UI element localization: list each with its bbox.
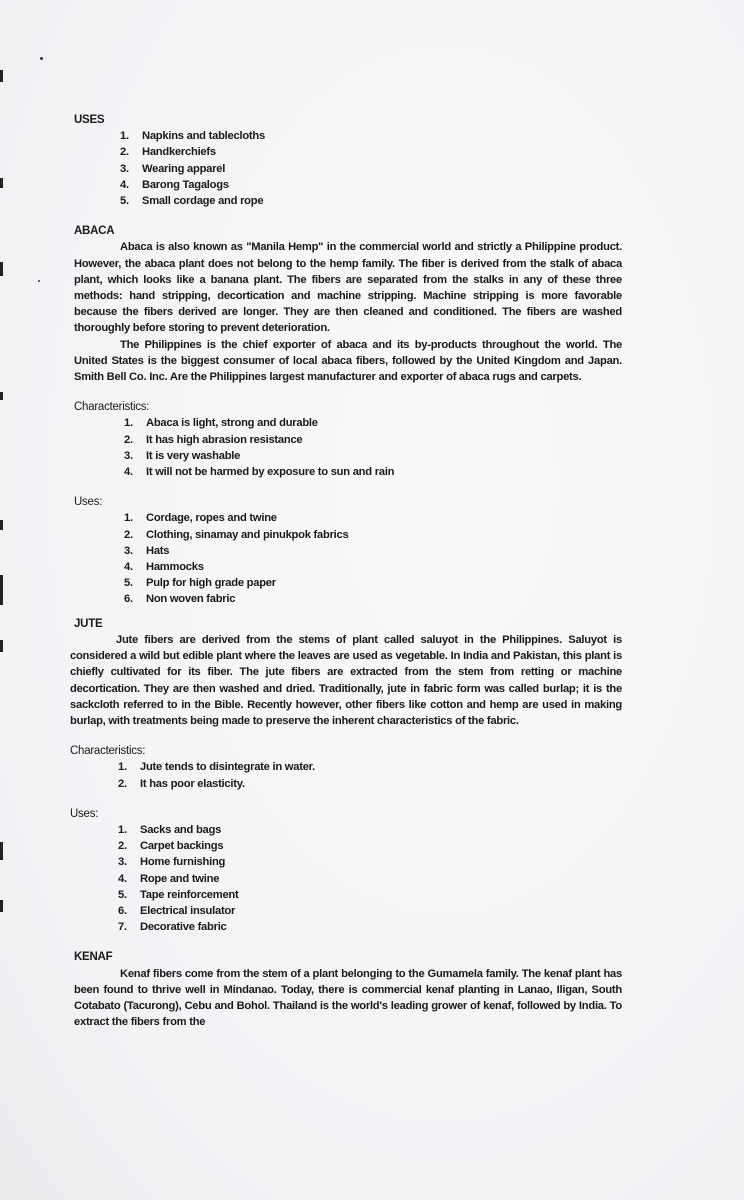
document-body: [70, 112, 622, 1030]
list-item: 2. Handkerchiefs: [120, 146, 216, 159]
kenaf-heading: KENAF: [74, 951, 113, 964]
scan-edge-mark: [0, 640, 3, 652]
list-item: 1. Sacks and bags: [118, 823, 222, 836]
scan-edge-mark: [0, 520, 3, 530]
list-item: 5. Tape reinforcement: [118, 888, 239, 901]
scan-edge-mark: [0, 842, 3, 860]
abaca-characteristics-list: [124, 415, 622, 480]
scan-speck: [38, 280, 40, 282]
list-item: 6. Electrical insulator: [118, 904, 236, 917]
list-item: 4. Barong Tagalogs: [120, 178, 229, 191]
abaca-uses-label: Uses:: [74, 496, 103, 509]
uses-heading: USES: [74, 114, 105, 126]
list-item: 1. Napkins and tablecloths: [120, 130, 265, 143]
list-item: 6. Non woven fabric: [124, 593, 236, 606]
list-item: 2. It has high abrasion resistance: [124, 433, 303, 446]
list-item: 4. Hammocks: [124, 561, 204, 574]
abaca-paragraph-1: Abaca is also known as "Manila Hemp" in the commercial world and strictly a Philippine product. However, the abaca plant does not belong to the hemp family. The fiber is derived from the stalk of abaca plant, which looks like a banana plant. The fibers are separated from the stalks in any of these three methods: hand stripping, decortication and machine stripping. Machine stripping is more favorable because the fibers derived are longer. They are then cleaned and conditioned. The fibers are washed thoroughly before storing to prevent deterioration.: [74, 241, 622, 335]
scan-edge-mark: [0, 575, 3, 605]
uses-list: [120, 128, 622, 209]
list-item: 2. It has poor elasticity.: [118, 777, 245, 790]
jute-paragraph-1: Jute fibers are derived from the stems of plant called saluyot in the Philippines. Saluyot is considered a wild but edible plant where the leaves are used as vegetable. In India and Pakistan, this plant is chiefly cultivated for its fiber. The jute fibers are extracted from the stem from retting or machine decortication. They are then washed and dried. Traditionally, jute in fabric form was called burlap; it is the sackcloth referred to in the Bible. Recently however, other fibers like cotton and hemp are used in making burlap, with treatments being made to preserve the inherent characteristics of the fabric.: [70, 633, 622, 727]
jute-uses-list: [118, 822, 622, 935]
jute-uses-label: Uses:: [70, 807, 99, 820]
jute-heading: JUTE: [74, 617, 103, 630]
scan-edge-mark: [0, 178, 3, 188]
list-item: 4. It will not be harmed by exposure to sun and rain: [124, 466, 395, 479]
list-item: 2. Carpet backings: [118, 840, 224, 853]
jute-characteristics-list: [118, 759, 622, 791]
abaca-heading: ABACA: [74, 225, 115, 238]
scan-edge-mark: [0, 70, 3, 82]
list-item: 1. Jute tends to disintegrate in water.: [118, 761, 316, 774]
list-item: 3. Home furnishing: [118, 856, 226, 869]
list-item: 1. Abaca is light, strong and durable: [124, 417, 318, 430]
list-item: 3. It is very washable: [124, 449, 241, 462]
scan-speck: [40, 57, 43, 60]
scan-edge-mark: [0, 392, 3, 400]
list-item: 4. Rope and twine: [118, 872, 220, 885]
abaca-uses-list: [124, 510, 622, 607]
abaca-characteristics-label: Characteristics:: [74, 401, 150, 414]
list-item: 2. Clothing, sinamay and pinukpok fabrics: [124, 528, 349, 541]
list-item: 5. Pulp for high grade paper: [124, 577, 276, 590]
list-item: 5. Small cordage and rope: [120, 195, 264, 208]
scan-edge-mark: [0, 900, 3, 912]
abaca-paragraph-2: The Philippines is the chief exporter of abaca and its by-products throughout the world. The United States is the biggest consumer of local abaca fibers, followed by the United Kingdom and Japan. Smith Bell Co. Inc. Are the Philippines largest manufacturer and exporter of abaca rugs and carpets.: [74, 338, 622, 384]
jute-characteristics-label: Characteristics:: [70, 745, 146, 758]
list-item: 3. Hats: [124, 544, 170, 557]
scan-edge-mark: [0, 262, 3, 276]
list-item: 1. Cordage, ropes and twine: [124, 512, 277, 525]
list-item: 3. Wearing apparel: [120, 162, 226, 175]
kenaf-paragraph-1: Kenaf fibers come from the stem of a plant belonging to the Gumamela family. The kenaf plant has been found to thrive well in Mindanao. Today, there is commercial kenaf planting in Lanao, Iligan, South Cotabato (Tacurong), Cebu and Bohol. Thailand is the world's leading grower of kenaf, followed by India. To extract the fibers from the: [74, 967, 622, 1029]
list-item: 7. Decorative fabric: [118, 921, 227, 934]
